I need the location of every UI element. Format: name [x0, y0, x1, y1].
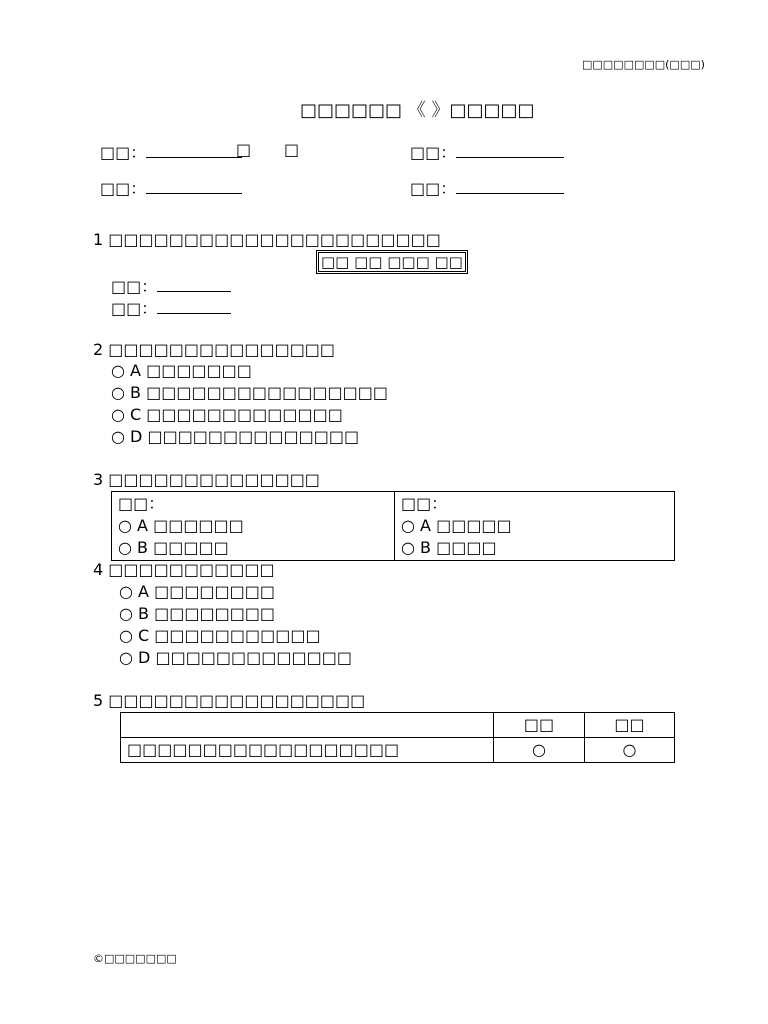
blank-line[interactable] — [456, 143, 564, 158]
footer-copyright: ©□□□□□□□ — [93, 952, 177, 965]
question-number: 2 — [93, 340, 104, 359]
question-number: 1 — [93, 230, 104, 249]
option-b[interactable]: ○ B □□□□□ — [118, 538, 229, 557]
q3-left-cell — [112, 492, 395, 561]
answer-line-2 — [111, 296, 231, 319]
question-2 — [93, 340, 335, 359]
option-d[interactable]: ○ D □□□□□□□□□□□□□□ — [111, 427, 360, 446]
answer-line-1 — [111, 274, 231, 297]
field-unit-1: □ — [236, 140, 252, 159]
field-row-2-left — [100, 176, 242, 199]
question-4 — [93, 560, 275, 579]
question-text: □□□□□□□□□□□ — [108, 560, 275, 579]
radio-option[interactable]: ○ — [494, 738, 585, 763]
option-d[interactable]: ○ D □□□□□□□□□□□□□ — [119, 648, 352, 667]
option-b[interactable]: ○ B □□□□□□□□□□□□□□□□ — [111, 383, 388, 402]
row-text: □□□□□□□□□□□□□□□□□□ — [121, 738, 494, 763]
question-number: 3 — [93, 470, 104, 489]
cell-heading: □□： — [118, 494, 165, 513]
q3-right-cell — [395, 492, 675, 561]
q5-table — [120, 712, 675, 763]
header-empty-cell — [121, 713, 494, 738]
option-a[interactable]: ○ A □□□□□□□□ — [119, 582, 276, 601]
option-a[interactable]: ○ A □□□□□□□ — [111, 361, 252, 380]
option-a[interactable]: ○ A □□□□□□ — [118, 516, 244, 535]
field-label: □□： — [410, 179, 457, 198]
blank-line[interactable] — [157, 299, 231, 314]
blank-line[interactable] — [456, 179, 564, 194]
option-c[interactable]: ○ C □□□□□□□□□□□ — [119, 626, 321, 645]
header-note: □□□□□□□□(□□□) — [582, 58, 705, 71]
options-q4 — [119, 581, 352, 669]
question-5 — [93, 691, 365, 710]
question-text: □□□□□□□□□□□□□□ — [108, 470, 320, 489]
field-label: □□： — [100, 179, 147, 198]
radio-option[interactable]: ○ — [585, 738, 675, 763]
option-c[interactable]: ○ C □□□□□□□□□□□□□ — [111, 405, 343, 424]
answer-label: □□： — [111, 277, 158, 296]
field-row-1-right — [410, 140, 564, 163]
cell-heading: □□： — [401, 494, 448, 513]
question-number: 5 — [93, 691, 104, 710]
field-label: □□： — [410, 143, 457, 162]
option-a[interactable]: ○ A □□□□□ — [401, 516, 512, 535]
field-label: □□： — [100, 143, 147, 162]
question-1 — [93, 230, 441, 249]
field-unit-2: □ — [284, 140, 300, 159]
question-text: □□□□□□□□□□□□□□□□□ — [108, 691, 366, 710]
option-b[interactable]: ○ B □□□□□□□□ — [119, 604, 276, 623]
blank-line[interactable] — [146, 179, 242, 194]
table-row — [121, 738, 675, 763]
answer-label: □□： — [111, 299, 158, 318]
column-header: □□ — [494, 713, 585, 738]
question-number: 4 — [93, 560, 104, 579]
q3-table — [111, 491, 675, 561]
option-b[interactable]: ○ B □□□□ — [401, 538, 497, 557]
question-text: □□□□□□□□□□□□□□□□□□□□□□ — [108, 230, 441, 249]
page-title: □□□□□□ 《 》□□□□□ — [300, 100, 535, 121]
blank-line[interactable] — [157, 277, 231, 292]
options-q2 — [111, 360, 388, 448]
field-row-1-left — [100, 140, 242, 163]
table-header-row — [121, 713, 675, 738]
word-box: □□ □□ □□□ □□ — [318, 252, 466, 272]
field-row-2-right — [410, 176, 564, 199]
column-header: □□ — [585, 713, 675, 738]
question-3 — [93, 470, 320, 489]
question-text: □□□□□□□□□□□□□□□ — [108, 340, 336, 359]
blank-line[interactable] — [146, 143, 242, 158]
